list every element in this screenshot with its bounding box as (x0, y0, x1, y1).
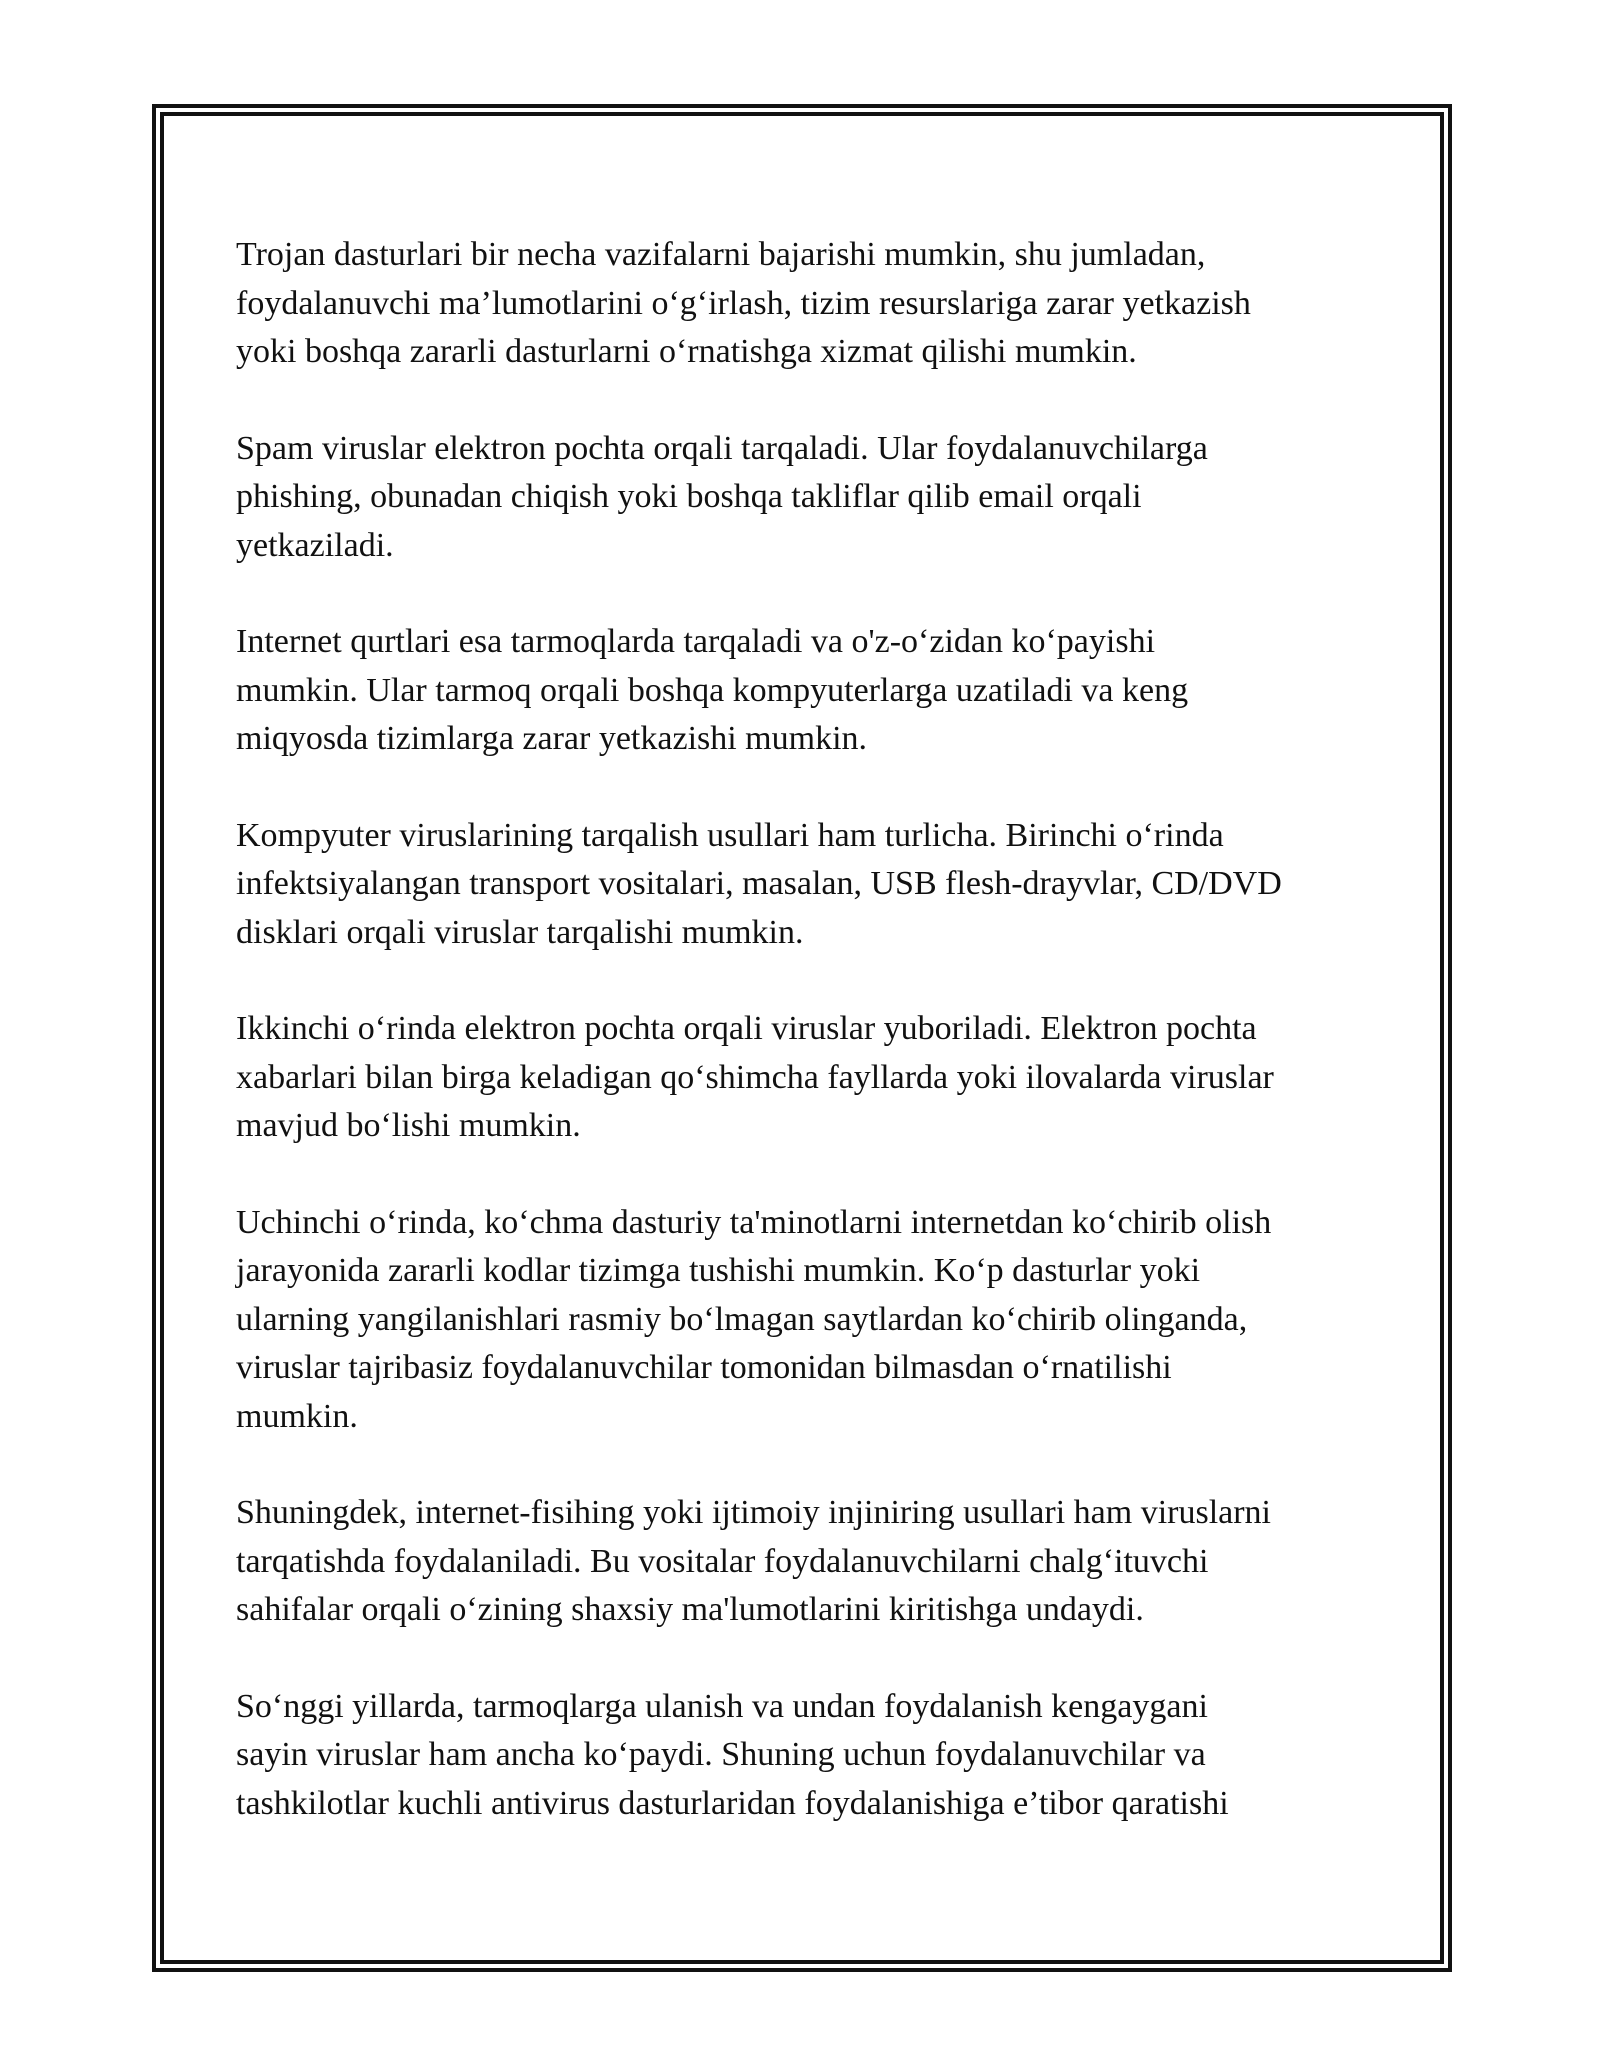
paragraph-phishing: Shuningdek, internet-fisihing yoki ijtimoiy injiniring usullari ham viruslarni tarqatishda foydalaniladi. Bu vositalar foydalanuvchilarni chalg‘ituvchi sahifalar orqali o‘zining shaxsiy ma'lumotlarini kiritishga undaydi. (236, 1494, 1272, 1628)
document-body (236, 231, 1386, 1876)
paragraph-spread-methods: Kompyuter viruslarining tarqalish usullari ham turlicha. Birinchi o‘rinda infektsiyalangan transport vositalari, masalan, USB flesh-drayvlar, CD/DVD disklari orqali viruslar tarqalishi mumkin. (236, 816, 1282, 951)
paragraph-recent-years: So‘nggi yillarda, tarmoqlarga ulanish va undan foydalanish kengaygani sayin viruslar ham ancha ko‘paydi. Shuning uchun foydalanuvchilar va tashkilotlar kuchli antivirus dasturlaridan foydalanishiga e’tibor qaratishi (236, 1687, 1229, 1822)
paragraph-trojan: Trojan dasturlari bir necha vazifalarni bajarishi mumkin, shu jumladan, foydalanuvchi ma’lumotlarini o‘g‘irlash, tizim resurslariga zarar yetkazish yoki boshqa zararli dasturlarni o‘rnatishga xizmat qilishi mumkin. (236, 236, 1251, 370)
paragraph-spam: Spam viruslar elektron pochta orqali tarqaladi. Ular foydalanuvchilarga phishing, obunadan chiqish yoki boshqa takliflar qilib email orqali yetkaziladi. (236, 429, 1208, 564)
paragraph-email: Ikkinchi o‘rinda elektron pochta orqali viruslar yuboriladi. Elektron pochta xabarlari bilan birga keladigan qo‘shimcha fayllarda yoki ilovalarda viruslar mavjud bo‘lishi mumkin. (236, 1010, 1274, 1144)
paragraph-downloads: Uchinchi o‘rinda, ko‘chma dasturiy ta'minotlarni internetdan ko‘chirib olish jarayonida zararli kodlar tizimga tushishi mumkin. Ko‘p dasturlar yoki ularning yangilanishlari rasmiy bo‘lmagan saytlardan ko‘chirib olinganda, viruslar tajribasiz foydalanuvchilar tomonidan bilmasdan o‘rnatilishi mumkin. (236, 1203, 1272, 1435)
paragraph-worms: Internet qurtlari esa tarmoqlarda tarqaladi va o'z-o‘zidan ko‘payishi mumkin. Ular tarmoq orqali boshqa kompyuterlarga uzatiladi va keng miqyosda tizimlarga zarar yetkazishi mumkin. (236, 623, 1189, 757)
